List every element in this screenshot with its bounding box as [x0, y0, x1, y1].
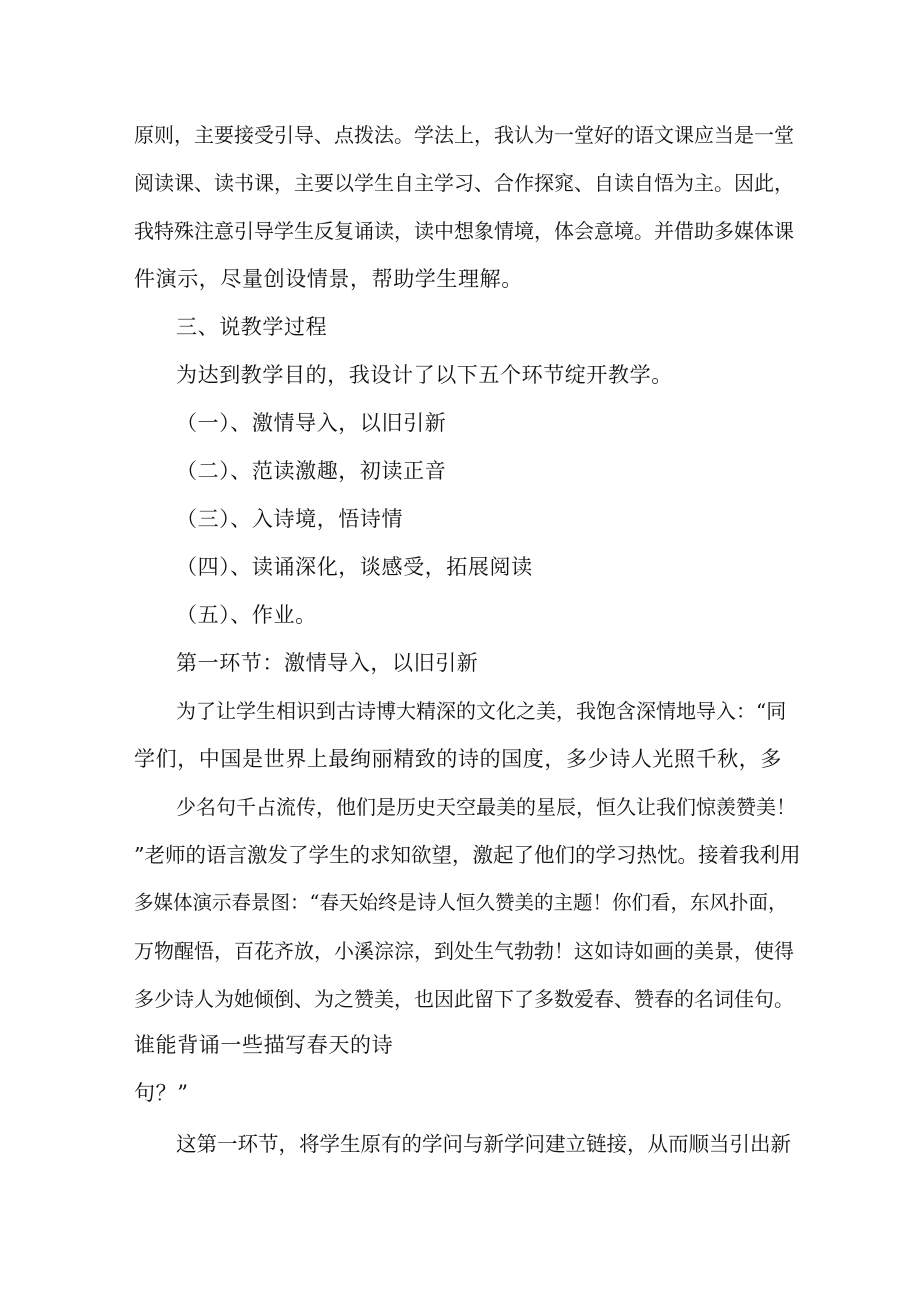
paragraph-line-10: 万物醒悟，百花齐放，小溪淙淙，到处生气勃勃！这如诗如画的美景，使得	[134, 939, 794, 963]
paragraph-line-12: 谁能背诵一些描写春天的诗	[134, 1033, 394, 1057]
paragraph-line-3: 我特殊注意引导学生反复诵读，读中想象情境，体会意境。并借助多媒体课	[134, 219, 794, 243]
list-item-1: （一）、激情导入，以旧引新	[176, 411, 447, 435]
paragraph-line-1: 原则，主要接受引导、点拨法。学法上，我认为一堂好的语文课应当是一堂	[134, 123, 794, 147]
paragraph-line-8: ”老师的语言激发了学生的求知欲望，激起了他们的学习热忱。接着我利用	[134, 843, 801, 867]
paragraph-line-11: 多少诗人为她倾倒、为之赞美，也因此留下了多数爱春、赞春的名词佳句。	[134, 987, 794, 1011]
paragraph-line-7: 少名句千占流传，他们是历史天空最美的星辰，恒久让我们惊羡赞美！	[176, 795, 796, 819]
section-heading: 三、说教学过程	[176, 315, 328, 339]
paragraph-line-9: 多媒体演示春景图：“春天始终是诗人恒久赞美的主题！你们看，东风扑面，	[134, 891, 788, 914]
list-item-2: （二）、范读激趣，初读正音	[176, 459, 447, 483]
paragraph-line-5: 为了让学生相识到古诗博大精深的文化之美，我饱含深情地导入：“同	[176, 699, 787, 723]
list-item-4: （四）、读诵深化，谈感受，拓展阅读	[176, 555, 533, 579]
list-item-5: （五）、作业。	[176, 603, 317, 627]
paragraph-line-13: 句？”	[134, 1081, 189, 1105]
intro-line: 为达到教学目的，我设计了以下五个环节绽开教学。	[176, 363, 673, 387]
list-item-3: （三）、入诗境，悟诗情	[176, 507, 404, 531]
paragraph-line-2: 阅读课、读书课，主要以学生自主学习、合作探窕、自读自悟为主。因此，	[134, 171, 794, 195]
paragraph-line-6: 学们，中国是世界上最绚丽精致的诗的国度，多少诗人光照千秋，多	[134, 747, 782, 771]
subsection-heading: 第一环节：激情导入，以旧引新	[176, 651, 479, 675]
paragraph-line-4: 件演示，尽量创设情景，帮助学生理解。	[134, 267, 523, 291]
paragraph-line-14: 这第一环节，将学生原有的学问与新学问建立链接，从而顺当引出新	[176, 1132, 791, 1156]
